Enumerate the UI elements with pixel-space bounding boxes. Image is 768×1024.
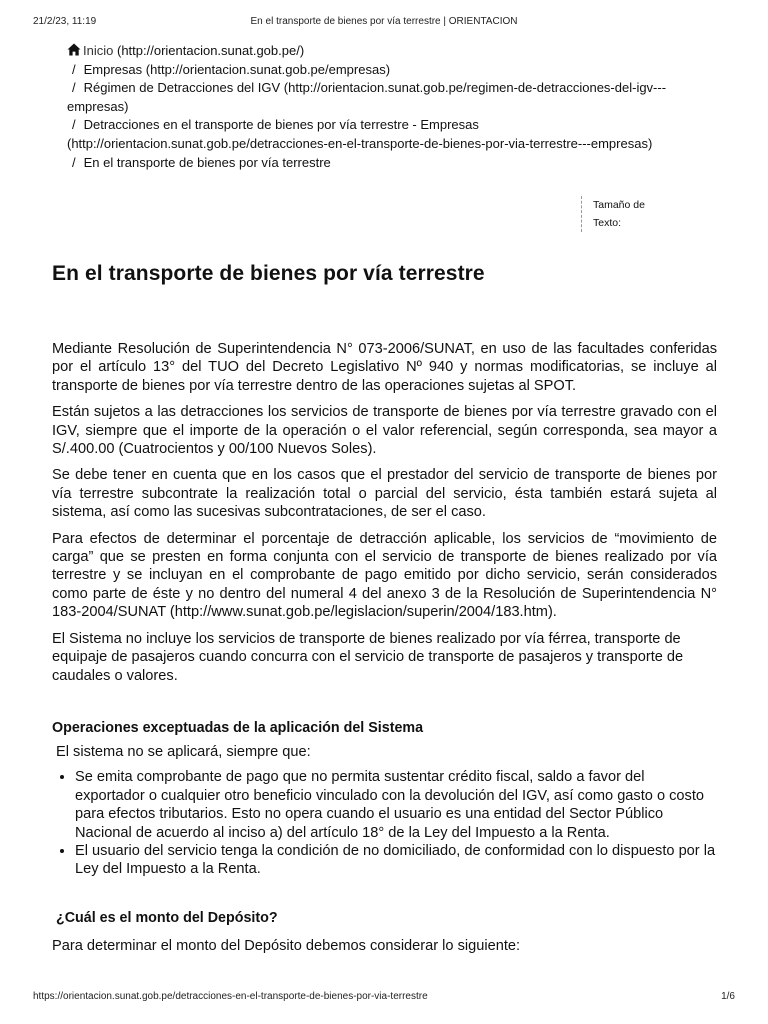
breadcrumb-separator: / [72,61,76,77]
article-body [52,340,717,963]
breadcrumb-label[interactable]: Régimen de Detracciones del IGV [83,80,281,96]
breadcrumb-item-current [67,154,707,173]
breadcrumb-item-regimen[interactable] [67,79,707,98]
breadcrumb-url[interactable]: (http://orientacion.sunat.gob.pe/regimen-de-detracciones-del-igv--- [283,80,667,96]
breadcrumb-url-continuation[interactable]: empresas) [67,98,129,114]
breadcrumb-item-empresas[interactable] [67,61,707,80]
print-page-title: En el transporte de bienes por vía terrestre | ORIENTACION [250,16,518,27]
section-intro: El sistema no se aplicará, siempre que: [56,743,311,760]
paragraph: Están sujetos a las detracciones los servicios de transporte de bienes por vía terrestre gravado con el IGV, siempre que el importe de la operación o el valor referencial, según corresponda, sea mayor a S/.400.00 (Cuatrocientos y 00/100 Nuevos Soles). [52,404,717,458]
text-size-control[interactable] [581,196,663,232]
home-icon [67,43,81,56]
exceptions-list [52,768,717,878]
list-item: • El usuario del servicio tenga la condición de no domiciliado, de conformidad con lo dispuesto por la Ley del Impuesto a la Renta. [75,842,717,879]
section-heading-deposit: ¿Cuál es el monto del Depósito? [56,909,278,926]
breadcrumb [67,42,707,172]
list-item: • Se emita comprobante de pago que no permita sustentar crédito fiscal, saldo a favor del exportador o cualquier otro beneficio vinculado con la devolución del IGV, así como gasto o costo para efectos tributarios. Esto no opera cuando el usuario es una entidad del Sector Público Nacional de acuerdo al inciso a) del artículo 18° de la Ley del Impuesto a la Renta. [75,768,717,842]
breadcrumb-item-inicio[interactable] [67,42,707,61]
text-size-label-line1: Tamaño de [593,199,645,211]
breadcrumb-current-label: En el transporte de bienes por vía terrestre [83,154,331,170]
print-footer [33,991,735,1005]
paragraph: Para determinar el monto del Depósito debemos considerar lo siguiente: [52,937,521,954]
breadcrumb-item-detracciones[interactable] [67,116,707,135]
paragraph: El Sistema no incluye los servicios de transporte de bienes realizado por vía férrea, transporte de equipaje de pasajeros cuando concurra con el servicio de transporte de pasajeros y transporte de caudales o valores. [52,630,684,684]
breadcrumb-url[interactable]: (http://orientacion.sunat.gob.pe/detracciones-en-el-transporte-de-bienes-por-via-terrestre---empresas) [67,135,653,151]
breadcrumb-separator: / [72,117,76,133]
breadcrumb-separator: / [72,154,76,170]
page-number: 1/6 [721,991,735,1002]
breadcrumb-label[interactable]: Detracciones en el transporte de bienes por vía terrestre - Empresas [83,117,479,133]
breadcrumb-label[interactable]: Empresas [83,61,143,77]
paragraph: Para efectos de determinar el porcentaje de detracción aplicable, los servicios de “movimiento de carga” que se presten en forma conjunta con el servicio de transporte de bienes realizado por vía terrestre y se incluyan en el comprobante de pago emitido por dicho servicio, serán considerados como parte de éste y no dentro del numeral 4 del anexo 3 de la Resolución de Superintendencia N° 183-2004/SUNAT (http://www.sunat.gob.pe/legislacion/superin/2004/183.htm). [52,530,717,621]
breadcrumb-separator: / [72,80,76,96]
paragraph: Se debe tener en cuenta que en los casos que el prestador del servicio de transporte de bienes por vía terrestre subcontrate la realización total o parcial del servicio, ésta también estará sujeta al sistema, así como las sucesivas subcontrataciones, de ser el caso. [52,467,717,521]
breadcrumb-url[interactable]: (http://orientacion.sunat.gob.pe/empresas) [145,61,391,77]
print-url: https://orientacion.sunat.gob.pe/detracciones-en-el-transporte-de-bienes-por-via-terrestre [33,991,428,1002]
text-size-label-line2: Texto: [593,217,622,229]
breadcrumb-label[interactable]: Inicio [83,43,114,58]
print-header [33,16,735,30]
breadcrumb-url[interactable]: (http://orientacion.sunat.gob.pe/) [116,43,305,58]
print-date: 21/2/23, 11:19 [33,16,97,27]
section-heading-exceptions: Operaciones exceptuadas de la aplicación del Sistema [52,719,424,736]
paragraph: Mediante Resolución de Superintendencia N° 073-2006/SUNAT, en uso de las facultades conferidas por el artículo 13° del TUO del Decreto Legislativo Nº 940 y normas modificatorias, se incluye al transporte de bienes por vía terrestre dentro de las operaciones sujetas al SPOT. [52,341,717,394]
page-title: En el transporte de bienes por vía terrestre [52,262,485,285]
